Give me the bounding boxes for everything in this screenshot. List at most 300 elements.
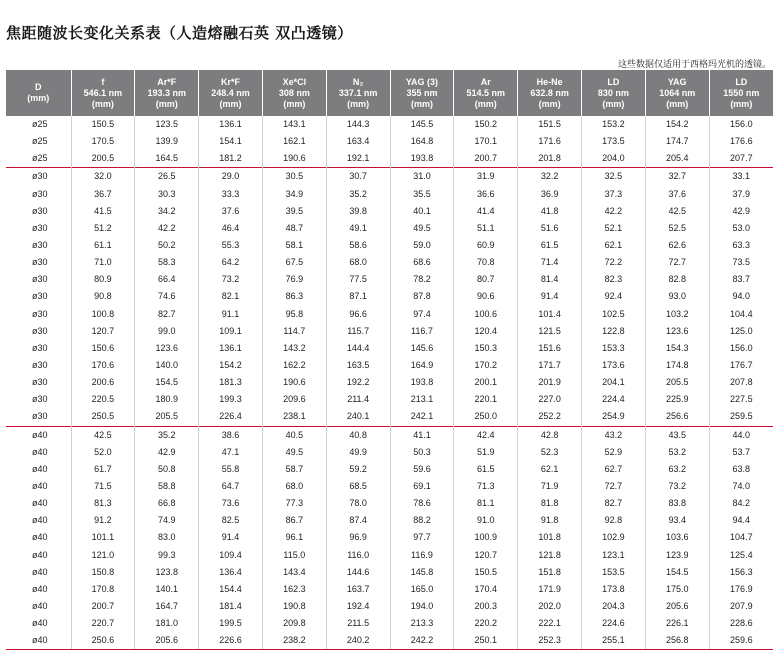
focal-length-cell: 250.0 xyxy=(454,408,518,426)
focal-length-cell: 250.5 xyxy=(71,408,135,426)
focal-length-cell: 213.1 xyxy=(390,391,454,408)
focal-length-cell: 143.4 xyxy=(262,564,326,581)
focal-length-cell: 50.3 xyxy=(390,444,454,461)
focal-length-cell: 59.6 xyxy=(390,461,454,478)
header-line: (mm) xyxy=(283,98,306,109)
focal-length-cell: 42.9 xyxy=(135,444,199,461)
focal-length-cell: 74.6 xyxy=(135,288,199,305)
header-line: (mm) xyxy=(347,98,370,109)
focal-length-cell: 104.4 xyxy=(709,306,773,323)
table-row xyxy=(6,426,773,444)
focal-length-cell: 42.4 xyxy=(454,426,518,444)
header-line: 632.8 nm xyxy=(530,87,569,98)
focal-length-cell: 51.6 xyxy=(518,220,582,237)
focal-length-cell: 144.4 xyxy=(326,340,390,357)
focal-length-cell: 109.4 xyxy=(199,547,263,564)
focal-length-cell: 121.5 xyxy=(518,323,582,340)
diameter-cell: ø40 xyxy=(32,549,48,560)
column-header xyxy=(454,70,518,116)
focal-length-cell: 170.8 xyxy=(71,581,135,598)
focal-length-cell: 170.5 xyxy=(71,133,135,150)
focal-length-cell: 116.7 xyxy=(390,323,454,340)
header-line: 546.1 nm xyxy=(83,87,123,98)
focal-length-cell: 58.7 xyxy=(262,461,326,478)
focal-length-cell: 123.8 xyxy=(135,564,199,581)
data-note: 这些数据仅适用于西格玛光机的透镜。 xyxy=(617,60,771,70)
focal-length-cell: 145.5 xyxy=(390,116,454,133)
focal-length-cell: 37.9 xyxy=(709,186,773,203)
focal-length-cell: 151.6 xyxy=(518,340,582,357)
focal-length-cell: 86.3 xyxy=(262,288,326,305)
header-line: Kr*F xyxy=(221,76,241,87)
header-line: (mm) xyxy=(91,98,114,109)
focal-length-cell: 49.5 xyxy=(390,220,454,237)
focal-length-cell: 78.2 xyxy=(390,271,454,288)
focal-length-cell: 170.4 xyxy=(454,581,518,598)
focal-length-cell: 71.0 xyxy=(71,254,135,271)
focal-length-cell: 164.8 xyxy=(390,133,454,150)
focal-length-cell: 42.8 xyxy=(518,426,582,444)
focal-length-cell: 121.8 xyxy=(518,547,582,564)
focal-length-cell: 254.9 xyxy=(582,408,646,426)
focal-length-cell: 50.2 xyxy=(135,237,199,254)
focal-length-cell: 252.3 xyxy=(518,632,582,650)
focal-length-cell: 204.1 xyxy=(582,374,646,391)
focal-length-cell: 114.7 xyxy=(262,323,326,340)
header-line: 248.4 nm xyxy=(211,87,250,98)
focal-length-cell: 176.6 xyxy=(709,133,773,150)
focal-length-cell: 31.0 xyxy=(390,168,454,186)
header-line: 308 nm xyxy=(278,87,310,98)
focal-length-cell: 173.6 xyxy=(582,357,646,374)
focal-length-cell: 205.5 xyxy=(135,408,199,426)
header-line: 830 nm xyxy=(597,87,629,98)
focal-length-cell: 40.8 xyxy=(326,426,390,444)
focal-length-cell: 35.5 xyxy=(390,186,454,203)
focal-length-cell: 181.0 xyxy=(135,615,199,632)
diameter-cell: ø30 xyxy=(32,291,48,302)
focal-length-cell: 92.4 xyxy=(582,288,646,305)
diameter-cell: ø30 xyxy=(32,222,48,233)
focal-length-cell: 173.5 xyxy=(582,133,646,150)
focal-length-cell: 242.1 xyxy=(390,408,454,426)
header-line: 193.3 nm xyxy=(147,87,186,98)
focal-length-cell: 71.9 xyxy=(518,478,582,495)
focal-length-cell: 30.7 xyxy=(326,168,390,186)
focal-length-cell: 211.5 xyxy=(326,615,390,632)
focal-length-cell: 171.6 xyxy=(518,133,582,150)
focal-length-cell: 154.2 xyxy=(645,116,709,133)
focal-length-cell: 33.1 xyxy=(709,168,773,186)
focal-length-cell: 121.0 xyxy=(71,547,135,564)
column-header xyxy=(645,70,709,116)
focal-length-cell: 252.2 xyxy=(518,408,582,426)
focal-length-cell: 156.0 xyxy=(709,116,773,133)
focal-length-cell: 90.6 xyxy=(454,288,518,305)
focal-length-cell: 209.8 xyxy=(262,615,326,632)
focal-length-cell: 49.5 xyxy=(262,444,326,461)
focal-length-cell: 204.3 xyxy=(582,598,646,615)
focal-length-cell: 91.1 xyxy=(199,306,263,323)
focal-length-cell: 29.0 xyxy=(199,168,263,186)
focal-length-cell: 136.4 xyxy=(199,564,263,581)
header-line: YAG xyxy=(667,76,687,87)
header-line: (mm) xyxy=(474,98,497,109)
diameter-cell: ø40 xyxy=(6,632,71,650)
focal-length-cell: 163.7 xyxy=(326,581,390,598)
focal-length-cell: 164.7 xyxy=(135,598,199,615)
diameter-cell: ø30 xyxy=(32,342,48,353)
focal-length-cell: 62.1 xyxy=(518,461,582,478)
focal-length-cell: 200.6 xyxy=(71,374,135,391)
header-line: (mm) xyxy=(666,98,689,109)
focal-length-cell: 58.8 xyxy=(135,478,199,495)
diameter-cell: ø40 xyxy=(32,583,48,594)
header-line: Ar*F xyxy=(157,76,177,87)
table-row xyxy=(6,306,773,323)
column-header xyxy=(390,70,454,116)
focal-length-cell: 87.4 xyxy=(326,512,390,529)
focal-length-cell: 116.0 xyxy=(326,547,390,564)
focal-length-cell: 37.6 xyxy=(645,186,709,203)
focal-length-cell: 32.0 xyxy=(71,168,135,186)
focal-length-cell: 32.5 xyxy=(582,168,646,186)
focal-length-cell: 102.9 xyxy=(582,529,646,546)
focal-length-cell: 199.3 xyxy=(199,391,263,408)
focal-length-cell: 55.3 xyxy=(199,237,263,254)
focal-length-cell: 95.8 xyxy=(262,306,326,323)
focal-length-cell: 200.3 xyxy=(454,598,518,615)
focal-length-cell: 101.8 xyxy=(518,529,582,546)
focal-length-cell: 91.2 xyxy=(71,512,135,529)
focal-length-cell: 104.7 xyxy=(709,529,773,546)
focal-length-cell: 205.5 xyxy=(645,374,709,391)
focal-length-cell: 41.5 xyxy=(71,203,135,220)
focal-length-cell: 144.6 xyxy=(326,564,390,581)
focal-length-cell: 52.1 xyxy=(582,220,646,237)
column-header xyxy=(582,70,646,116)
focal-length-cell: 154.5 xyxy=(135,374,199,391)
focal-length-cell: 220.2 xyxy=(454,615,518,632)
column-header xyxy=(6,70,71,116)
focal-length-cell: 164.5 xyxy=(135,150,199,168)
focal-length-cell: 211.4 xyxy=(326,391,390,408)
focal-length-cell: 72.7 xyxy=(582,478,646,495)
focal-length-cell: 37.3 xyxy=(582,186,646,203)
focal-length-cell: 61.7 xyxy=(71,461,135,478)
focal-length-cell: 62.1 xyxy=(582,237,646,254)
header-line: (mm) xyxy=(410,98,433,109)
focal-length-cell: 192.1 xyxy=(326,150,390,168)
focal-length-cell: 199.5 xyxy=(199,615,263,632)
focal-length-cell: 71.3 xyxy=(454,478,518,495)
focal-length-cell: 173.8 xyxy=(582,581,646,598)
focal-length-cell: 51.9 xyxy=(454,444,518,461)
diameter-cell: ø30 xyxy=(32,377,48,388)
focal-length-cell: 165.0 xyxy=(390,581,454,598)
focal-length-cell: 91.0 xyxy=(454,512,518,529)
focal-length-cell: 207.7 xyxy=(709,150,773,168)
focal-length-cell: 52.0 xyxy=(71,444,135,461)
focal-length-cell: 42.2 xyxy=(135,220,199,237)
focal-length-cell: 154.4 xyxy=(199,581,263,598)
focal-length-cell: 83.7 xyxy=(709,271,773,288)
focal-length-cell: 150.2 xyxy=(454,116,518,133)
focal-length-cell: 30.5 xyxy=(262,168,326,186)
focal-length-cell: 26.5 xyxy=(135,168,199,186)
focal-length-cell: 136.1 xyxy=(199,340,263,357)
table-row xyxy=(6,495,773,512)
focal-length-cell: 66.8 xyxy=(135,495,199,512)
table-row xyxy=(6,150,773,168)
header-line: 1550 nm xyxy=(723,87,760,98)
focal-length-cell: 123.6 xyxy=(645,323,709,340)
table-row xyxy=(6,133,773,150)
focal-length-cell: 139.9 xyxy=(135,133,199,150)
focal-length-cell: 61.5 xyxy=(454,461,518,478)
diameter-cell: ø30 xyxy=(32,240,48,251)
focal-length-cell: 77.3 xyxy=(262,495,326,512)
focal-length-cell: 153.3 xyxy=(582,340,646,357)
diameter-cell: ø40 xyxy=(6,426,71,444)
diameter-cell: ø30 xyxy=(32,308,48,319)
focal-length-cell: 46.4 xyxy=(199,220,263,237)
focal-length-cell: 250.6 xyxy=(71,632,135,650)
diameter-cell: ø25 xyxy=(32,153,48,164)
header-line: LD xyxy=(607,76,620,87)
focal-length-cell: 151.5 xyxy=(518,116,582,133)
focal-length-cell: 225.9 xyxy=(645,391,709,408)
diameter-cell: ø30 xyxy=(32,411,48,422)
column-header xyxy=(262,70,326,116)
focal-length-cell: 35.2 xyxy=(135,426,199,444)
focal-length-cell: 49.1 xyxy=(326,220,390,237)
focal-length-cell: 36.7 xyxy=(71,186,135,203)
focal-length-cell: 207.9 xyxy=(709,598,773,615)
focal-length-cell: 53.0 xyxy=(709,220,773,237)
table-row xyxy=(6,374,773,391)
focal-length-cell: 42.9 xyxy=(709,203,773,220)
focal-length-cell: 226.1 xyxy=(645,615,709,632)
table-row xyxy=(6,168,773,186)
column-header xyxy=(709,70,773,116)
header-line: (mm) xyxy=(538,98,561,109)
focal-length-cell: 51.1 xyxy=(454,220,518,237)
focal-length-cell: 116.9 xyxy=(390,547,454,564)
focal-length-cell: 41.8 xyxy=(518,203,582,220)
focal-length-cell: 92.8 xyxy=(582,512,646,529)
focal-length-cell: 70.8 xyxy=(454,254,518,271)
focal-length-cell: 145.8 xyxy=(390,564,454,581)
focal-length-cell: 242.2 xyxy=(390,632,454,650)
table-row xyxy=(6,357,773,374)
focal-length-cell: 34.2 xyxy=(135,203,199,220)
header-line: 1064 nm xyxy=(659,87,696,98)
focal-length-cell: 201.9 xyxy=(518,374,582,391)
focal-length-cell: 81.4 xyxy=(518,271,582,288)
focal-length-cell: 125.4 xyxy=(709,547,773,564)
diameter-cell: ø30 xyxy=(32,257,48,268)
focal-length-cell: 58.1 xyxy=(262,237,326,254)
focal-length-cell: 150.6 xyxy=(71,340,135,357)
column-header xyxy=(199,70,263,116)
focal-length-cell: 143.1 xyxy=(262,116,326,133)
focal-length-cell: 82.3 xyxy=(582,271,646,288)
focal-length-cell: 94.4 xyxy=(709,512,773,529)
focal-length-cell: 50.8 xyxy=(135,461,199,478)
header-line: Ar xyxy=(480,76,491,87)
diameter-cell: ø40 xyxy=(32,463,48,474)
focal-length-cell: 68.6 xyxy=(390,254,454,271)
focal-length-cell: 164.9 xyxy=(390,357,454,374)
diameter-cell: ø40 xyxy=(32,498,48,509)
focal-length-cell: 238.1 xyxy=(262,408,326,426)
focal-length-cell: 31.9 xyxy=(454,168,518,186)
focal-length-cell: 162.1 xyxy=(262,133,326,150)
focal-length-cell: 100.9 xyxy=(454,529,518,546)
focal-length-cell: 193.8 xyxy=(390,150,454,168)
focal-length-cell: 205.6 xyxy=(645,598,709,615)
table-row xyxy=(6,632,773,650)
focal-length-cell: 220.5 xyxy=(71,391,135,408)
focal-length-cell: 103.2 xyxy=(645,306,709,323)
focal-length-cell: 33.3 xyxy=(199,186,263,203)
focal-length-cell: 63.8 xyxy=(709,461,773,478)
focal-length-cell: 38.6 xyxy=(199,426,263,444)
table-row xyxy=(6,254,773,271)
focal-length-cell: 39.8 xyxy=(326,203,390,220)
focal-length-cell: 52.3 xyxy=(518,444,582,461)
focal-length-cell: 120.7 xyxy=(71,323,135,340)
focal-length-cell: 256.8 xyxy=(645,632,709,650)
focal-length-cell: 97.4 xyxy=(390,306,454,323)
focal-length-cell: 83.8 xyxy=(645,495,709,512)
focal-length-cell: 90.8 xyxy=(71,288,135,305)
focal-length-cell: 43.2 xyxy=(582,426,646,444)
focal-length-cell: 84.2 xyxy=(709,495,773,512)
focal-length-cell: 156.3 xyxy=(709,564,773,581)
header-line: (mm) xyxy=(155,98,178,109)
focal-length-cell: 60.9 xyxy=(454,237,518,254)
focal-length-cell: 200.1 xyxy=(454,374,518,391)
focal-length-cell: 213.3 xyxy=(390,615,454,632)
focal-length-cell: 193.8 xyxy=(390,374,454,391)
header-line: Xe*Cl xyxy=(282,76,307,87)
focal-length-cell: 62.7 xyxy=(582,461,646,478)
focal-length-cell: 176.9 xyxy=(709,581,773,598)
header-line: (mm) xyxy=(27,93,50,103)
focal-length-cell: 63.2 xyxy=(645,461,709,478)
header-line: LD xyxy=(735,76,748,87)
focal-length-cell: 151.8 xyxy=(518,564,582,581)
focal-length-cell: 226.4 xyxy=(199,408,263,426)
focal-length-cell: 94.0 xyxy=(709,288,773,305)
diameter-cell: ø40 xyxy=(32,618,48,629)
focal-length-cell: 88.2 xyxy=(390,512,454,529)
focal-length-cell: 99.0 xyxy=(135,323,199,340)
focal-length-cell: 51.2 xyxy=(71,220,135,237)
focal-length-cell: 68.5 xyxy=(326,478,390,495)
diameter-cell: ø40 xyxy=(32,532,48,543)
focal-length-cell: 250.1 xyxy=(454,632,518,650)
focal-length-cell: 224.4 xyxy=(582,391,646,408)
focal-length-cell: 156.0 xyxy=(709,340,773,357)
focal-length-cell: 47.1 xyxy=(199,444,263,461)
column-header xyxy=(135,70,199,116)
focal-length-cell: 81.1 xyxy=(454,495,518,512)
focal-length-cell: 200.7 xyxy=(454,150,518,168)
focal-length-cell: 53.7 xyxy=(709,444,773,461)
focal-length-cell: 68.0 xyxy=(262,478,326,495)
focal-length-cell: 228.6 xyxy=(709,615,773,632)
focal-length-cell: 259.6 xyxy=(709,632,773,650)
focal-length-cell: 82.5 xyxy=(199,512,263,529)
header-line: f xyxy=(101,76,105,87)
focal-length-cell: 227.0 xyxy=(518,391,582,408)
focal-length-cell: 97.7 xyxy=(390,529,454,546)
focal-length-cell: 52.5 xyxy=(645,220,709,237)
focal-length-cell: 154.5 xyxy=(645,564,709,581)
focal-length-cell: 78.0 xyxy=(326,495,390,512)
diameter-cell: ø40 xyxy=(32,515,48,526)
diameter-cell: ø40 xyxy=(32,446,48,457)
header-line: (mm) xyxy=(730,98,753,109)
focal-length-cell: 255.1 xyxy=(582,632,646,650)
header-line: D xyxy=(35,82,42,92)
focal-length-cell: 59.0 xyxy=(390,237,454,254)
focal-length-cell: 102.5 xyxy=(582,306,646,323)
focal-length-cell: 44.0 xyxy=(709,426,773,444)
focal-length-cell: 123.9 xyxy=(645,547,709,564)
table-row xyxy=(6,288,773,305)
focal-length-cell: 123.1 xyxy=(582,547,646,564)
diameter-cell: ø25 xyxy=(32,119,48,130)
diameter-cell: ø30 xyxy=(32,394,48,405)
header-line: 355 nm xyxy=(406,87,438,98)
focal-length-cell: 123.6 xyxy=(135,340,199,357)
focal-length-table xyxy=(6,70,773,650)
focal-length-cell: 220.1 xyxy=(454,391,518,408)
focal-length-cell: 123.5 xyxy=(135,116,199,133)
focal-length-cell: 174.8 xyxy=(645,357,709,374)
focal-length-cell: 42.5 xyxy=(645,203,709,220)
focal-length-cell: 115.7 xyxy=(326,323,390,340)
focal-length-cell: 220.7 xyxy=(71,615,135,632)
header-line: YAG (3) xyxy=(405,76,439,87)
table-row xyxy=(6,461,773,478)
header-line: 337.1 nm xyxy=(338,87,378,98)
focal-length-cell: 154.3 xyxy=(645,340,709,357)
diameter-cell: ø30 xyxy=(32,188,48,199)
focal-length-cell: 170.6 xyxy=(71,357,135,374)
focal-length-cell: 101.1 xyxy=(71,529,135,546)
focal-length-cell: 91.4 xyxy=(518,288,582,305)
focal-length-cell: 96.9 xyxy=(326,529,390,546)
table-row xyxy=(6,547,773,564)
diameter-cell: ø40 xyxy=(32,481,48,492)
focal-length-cell: 59.2 xyxy=(326,461,390,478)
focal-length-cell: 153.5 xyxy=(582,564,646,581)
focal-length-cell: 36.9 xyxy=(518,186,582,203)
focal-length-cell: 58.6 xyxy=(326,237,390,254)
diameter-cell: ø40 xyxy=(32,601,48,611)
focal-length-cell: 100.6 xyxy=(454,306,518,323)
focal-length-cell: 49.9 xyxy=(326,444,390,461)
focal-length-cell: 227.5 xyxy=(709,391,773,408)
table-row xyxy=(6,203,773,220)
focal-length-cell: 100.8 xyxy=(71,306,135,323)
focal-length-cell: 82.7 xyxy=(582,495,646,512)
